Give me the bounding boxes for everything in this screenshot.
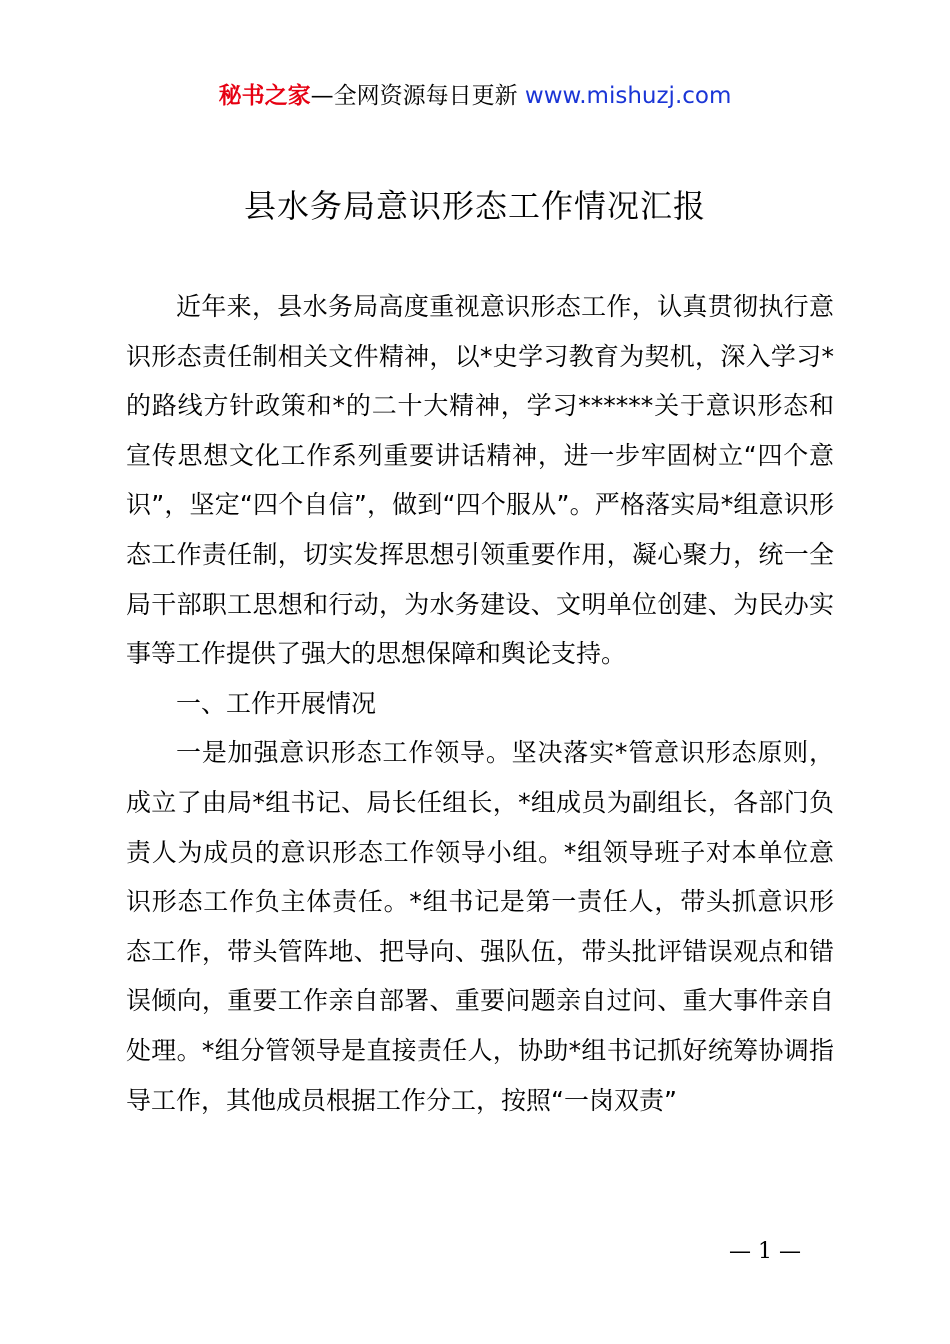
site-url-link[interactable]: www.mishuzj.com — [524, 83, 732, 109]
document-title: 县水务局意识形态工作情况汇报 — [243, 187, 706, 225]
section-heading: 一、工作开展情况 — [176, 688, 377, 718]
document-body — [126, 282, 834, 1125]
intro-paragraph: 近年来，县水务局高度重视意识形态工作，认真贯彻执行意识形态责任制相关文件精神，以*史学习教育为契机，深入学习*的路线方针政策和*的二十大精神，学习******关于意识形态和宣传思想文化工作系列重要讲话精神，进一步牢固树立“四个意识”，坚定“四个自信”，做到“四个服从”。严格落实局*组意识形态工作责任制，切实发挥思想引领重要作用，凝心聚力，统一全局干部职工思想和行动，为水务建设、文明单位创建、为民办实事等工作提供了强大的思想保障和舆论支持。 — [126, 292, 834, 669]
page-number: — 1 — — [729, 1239, 801, 1264]
site-banner — [0, 80, 950, 112]
brand-name: 秘书之家 — [218, 83, 311, 109]
body-paragraph: 一是加强意识形态工作领导。坚决落实*管意识形态原则，成立了由局*组书记、局长任组长，*组成员为副组长，各部门负责人为成员的意识形态工作领导小组。*组领导班子对本单位意识形态工作负主体责任。*组书记是第一责任人，带头抓意识形态工作，带头管阵地、把导向、强队伍，带头批评错误观点和错误倾向，重要工作亲自部署、重要问题亲自过问、重大事件亲自处理。*组分管领导是直接责任人，协助*组书记抓好统筹协调指导工作，其他成员根据工作分工，按照“一岗双责” — [126, 738, 834, 1115]
banner-tagline: —全网资源每日更新 — [310, 83, 525, 109]
